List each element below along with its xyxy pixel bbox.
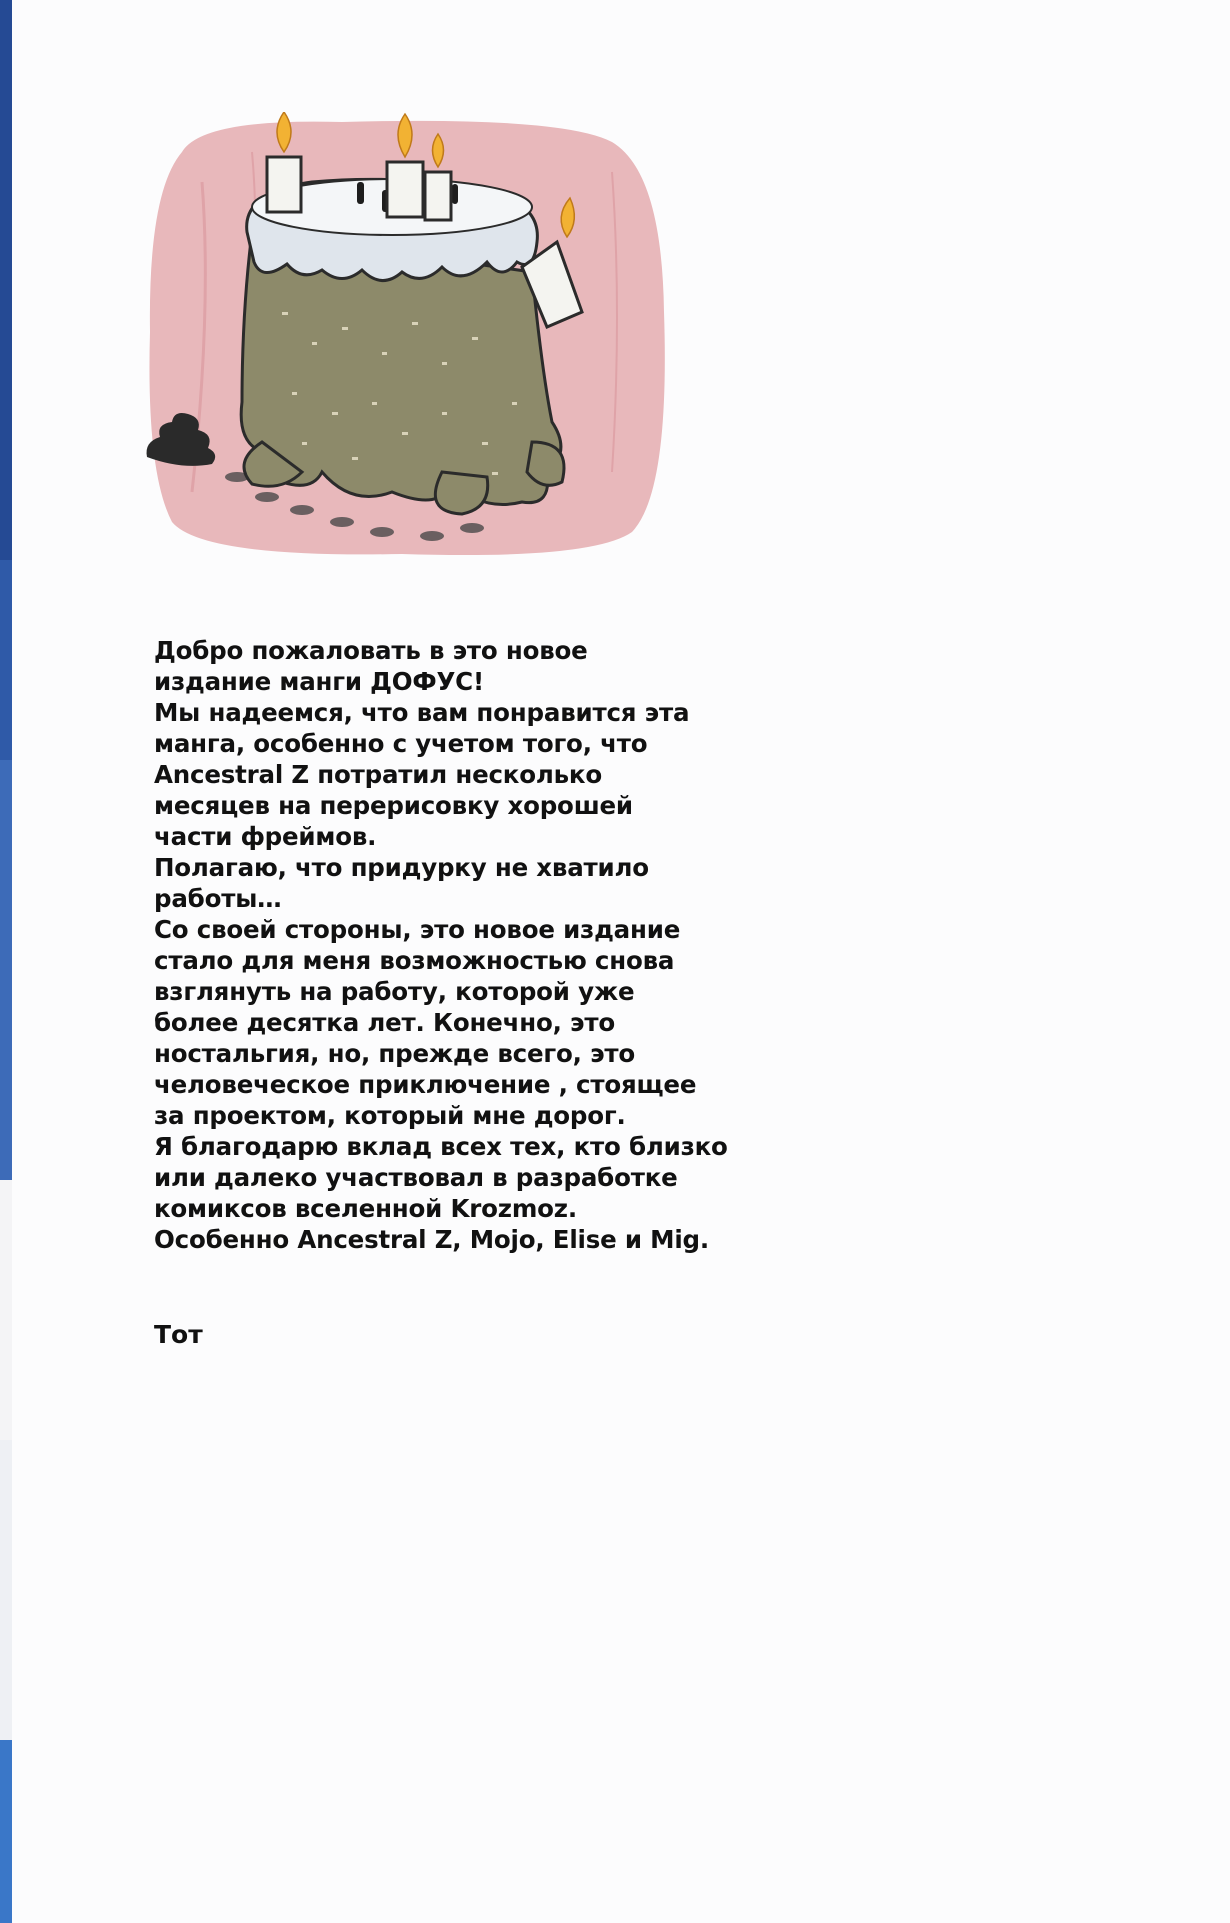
foreword-line: издание манги ДОФУС! bbox=[154, 667, 484, 696]
foreword-line: взглянуть на работу, которой уже bbox=[154, 977, 635, 1006]
cake-monster-illustration bbox=[142, 112, 672, 562]
foreword-line: работы… bbox=[154, 884, 282, 913]
foreword-line: комиксов вселенной Krozmoz. bbox=[154, 1194, 577, 1223]
foreword-line: Я благодарю вклад всех тех, кто близко bbox=[154, 1132, 728, 1161]
foreword-line: Особенно Ancestral Z, Mojo, Elise и Mig. bbox=[154, 1225, 709, 1254]
foreword-line: Добро пожаловать в это новое bbox=[154, 636, 588, 665]
foreword-line: человеческое приключение , стоящее bbox=[154, 1070, 697, 1099]
foreword-line: месяцев на перерисовку хорошей bbox=[154, 791, 633, 820]
foreword-line: части фреймов. bbox=[154, 822, 377, 851]
foreword-line: или далеко участвовал в разработке bbox=[154, 1163, 678, 1192]
foreword-line: за проектом, который мне дорог. bbox=[154, 1101, 626, 1130]
foreword-line: Со своей стороны, это новое издание bbox=[154, 915, 681, 944]
adjacent-page-edge bbox=[0, 0, 12, 1923]
manga-page bbox=[12, 0, 1230, 1923]
foreword-text bbox=[154, 635, 728, 1255]
foreword-line: Мы надеемся, что вам понравится эта bbox=[154, 698, 690, 727]
foreword-line: манга, особенно с учетом того, что bbox=[154, 729, 648, 758]
author-signature: Тот bbox=[154, 1320, 203, 1349]
foreword-line: стало для меня возможностью снова bbox=[154, 946, 675, 975]
foreword-line: Ancestral Z потратил несколько bbox=[154, 760, 602, 789]
foreword-line: ностальгия, но, прежде всего, это bbox=[154, 1039, 636, 1068]
foreword-line: Полагаю, что придурку не хватило bbox=[154, 853, 649, 882]
foreword-line: более десятка лет. Конечно, это bbox=[154, 1008, 615, 1037]
